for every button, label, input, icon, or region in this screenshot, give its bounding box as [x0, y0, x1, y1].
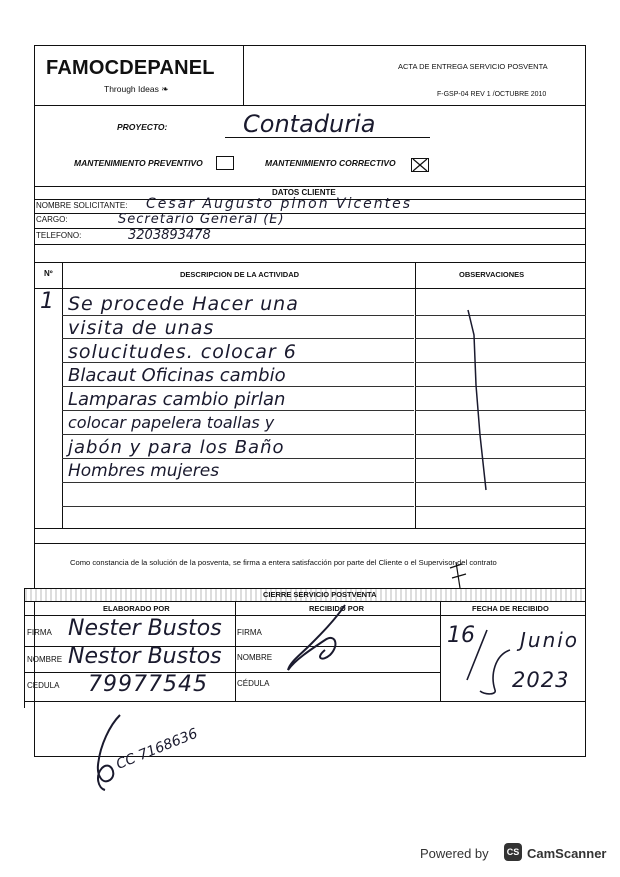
nombre-label: NOMBRE: [27, 655, 63, 664]
preventive-label: MANTENIMIENTO PREVENTIVO: [74, 158, 203, 168]
col-divider: [24, 588, 25, 708]
cargo-label: CARGO:: [36, 215, 68, 224]
date-slash-marks: [455, 625, 525, 700]
cargo-value: Secretario General (E): [118, 212, 285, 227]
firma-label: FIRMA: [27, 628, 52, 637]
activity-line: Se procede Hacer una: [68, 293, 299, 315]
activity-line: jabón y para los Baño: [68, 437, 285, 458]
divider: [34, 528, 586, 529]
made-by-header: ELABORADO POR: [103, 604, 170, 613]
col-no: Nº: [44, 269, 53, 278]
closing-title: CIERRE SERVICIO POSTVENTA: [263, 590, 377, 599]
date-received-header: FECHA DE RECIBIDO: [472, 604, 549, 613]
received-by-header: RECIBIDO POR: [309, 604, 365, 613]
footer-mark: [448, 560, 472, 590]
name-value: Cesar Augusto pinon Vicentes: [146, 196, 413, 212]
row-line: [62, 386, 414, 387]
client-section-title: DATOS CLIENTE: [272, 188, 336, 197]
name-label: NOMBRE SOLICITANTE:: [36, 201, 128, 210]
tagline-text: Through Ideas: [104, 84, 159, 94]
made-by-signature: Nester Bustos: [68, 616, 222, 641]
divider: [34, 228, 586, 229]
camscanner-icon: CS: [504, 843, 522, 861]
made-by-name: Nestor Bustos: [68, 644, 222, 669]
row-line: [62, 434, 414, 435]
powered-by-text: Powered by: [420, 846, 489, 861]
activity-line: visita de unas: [68, 317, 215, 339]
project-label: PROYECTO:: [117, 122, 168, 132]
col-obs: OBSERVACIONES: [459, 270, 525, 279]
row-line: [62, 506, 414, 507]
observations-strike-mark: [440, 305, 500, 505]
row-line: [62, 410, 414, 411]
date-day: 16: [447, 623, 475, 648]
divider: [34, 543, 586, 544]
leaf-icon: ❧: [161, 84, 169, 94]
divider: [34, 105, 586, 106]
row-line: [62, 458, 414, 459]
row-line: [62, 315, 414, 316]
nombre-label-received: NOMBRE: [237, 653, 273, 662]
item-number: 1: [40, 289, 54, 314]
footer-note: Como constancia de la solución de la posventa, se firma a entera satisfacción por parte del Cliente o el Supervisor del contrato: [70, 558, 497, 567]
camscanner-app-name: CamScanner: [527, 846, 607, 861]
obs-line: [415, 506, 586, 507]
col-divider: [440, 601, 441, 701]
brand-tagline: [104, 84, 169, 95]
corrective-label: MANTENIMIENTO CORRECTIVO: [265, 158, 396, 168]
project-underline: [225, 137, 430, 138]
col-desc: DESCRIPCION DE LA ACTIVIDAD: [180, 270, 300, 279]
divider: [34, 186, 586, 187]
divider: [34, 262, 586, 263]
activity-line: solucitudes. colocar 6: [68, 341, 297, 363]
divider: [24, 672, 440, 673]
header-divider: [243, 45, 244, 105]
made-by-cedula: 79977545: [88, 672, 208, 697]
activity-line: Blacaut Oficinas cambio: [68, 365, 286, 386]
divider: [34, 288, 586, 289]
row-line: [62, 482, 414, 483]
brand-logo: FAMOCDEPANEL: [46, 57, 215, 79]
check-x-icon: [411, 158, 429, 172]
form-title: ACTA DE ENTREGA SERVICIO POSVENTA: [398, 62, 548, 71]
date-month: Junio: [520, 628, 580, 652]
activity-line: Hombres mujeres: [68, 461, 220, 481]
activity-line: colocar papelera toallas y: [68, 413, 275, 432]
divider: [34, 213, 586, 214]
project-value: Contaduria: [243, 110, 376, 138]
receiver-signature: [280, 600, 370, 680]
date-year: 2023: [512, 668, 570, 692]
cedula-label-received: CÉDULA: [237, 679, 270, 688]
phone-value: 3203893478: [128, 228, 211, 243]
corrective-checkbox[interactable]: [411, 158, 429, 172]
col-divider: [235, 601, 236, 701]
signature-note: CC 7168636: [114, 725, 201, 773]
divider: [24, 701, 586, 702]
col-divider: [415, 262, 416, 528]
col-divider: [62, 262, 63, 528]
form-code: F-GSP-04 REV 1 /OCTUBRE 2010: [437, 91, 547, 98]
phone-label: TELEFONO:: [36, 231, 82, 240]
firma-label-received: FIRMA: [237, 628, 262, 637]
divider: [34, 244, 586, 245]
cedula-label: CEDULA: [27, 681, 60, 690]
preventive-checkbox[interactable]: [216, 156, 234, 170]
activity-line: Lamparas cambio pirlan: [68, 389, 286, 410]
